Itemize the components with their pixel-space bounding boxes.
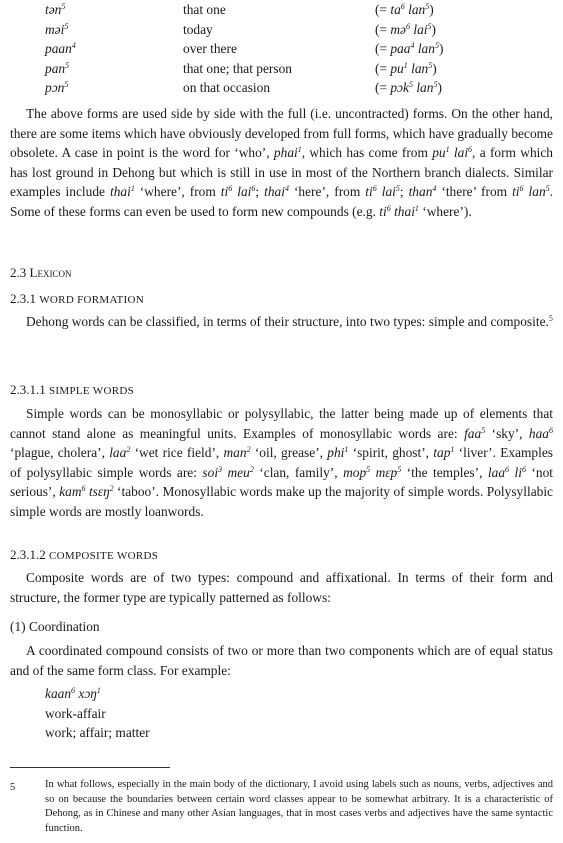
contracted-forms-table bbox=[45, 0, 525, 98]
table-row bbox=[45, 39, 525, 59]
example-gloss-free: work; affair; matter bbox=[45, 725, 150, 741]
gloss-cell: that one; that person bbox=[183, 60, 292, 76]
footnote-rule bbox=[10, 767, 170, 768]
gloss-cell: today bbox=[183, 21, 213, 37]
example-gloss-literal: work-affair bbox=[45, 705, 106, 721]
paragraph-contracted-forms: The above forms are used side by side with the full (i.e. uncontracted) forms. On the other hand, there are some items which have obviously developed from full forms, which have gradually become obsolete. A case in point is the word for ‘who’, phai$^1$, which has come from $pu^1$ lai$^6$, a form which has lost ground in Dehong but which is still in use in most of the Northern branch dialects. Similar examples include thai$^1$ ‘where’, from $ti^6$ lai$^6$; thai$^4$ ‘here’, from $ti^6$ lai$^5$; than$^4$ ‘there’ from $ti^6$ lan$^5$. Some of these forms can even be used to form new compounds (e.g. $ti^6$ thai$^1$ ‘where’). bbox=[10, 106, 554, 219]
paragraph-composite-words: Composite words are of two types: compound and affixational. In terms of their form and structure, the former type are typically patterned as follows: bbox=[10, 570, 553, 605]
form-cell: məi$^5$ bbox=[45, 21, 69, 37]
section-heading-simple-words: 2.3.1.1 SIMPLE WORDS bbox=[10, 382, 134, 397]
footnote-ref: 5 bbox=[548, 314, 553, 323]
table-row bbox=[45, 20, 525, 40]
section-heading-word-formation: 2.3.1 WORD FORMATION bbox=[10, 291, 144, 306]
section-heading-composite-words: 2.3.1.2 COMPOSITE WORDS bbox=[10, 547, 159, 562]
table-row bbox=[45, 59, 525, 79]
form-cell: pan$^5$ bbox=[45, 60, 70, 76]
full-form-cell: (= pɔk$^5$ lan$^5$) bbox=[375, 80, 442, 96]
subsection-heading-coordination: (1) Coordination bbox=[10, 619, 100, 634]
table-row bbox=[45, 78, 525, 98]
example-form: kaan$^6$ xɔŋ$^1$ bbox=[45, 686, 101, 701]
paragraph-word-types: Dehong words can be classified, in terms of their structure, into two types: simple and composite.$^5$ bbox=[26, 314, 553, 329]
gloss-cell: on that occasion bbox=[183, 80, 271, 96]
form-cell: pɔn$^5$ bbox=[45, 80, 69, 96]
paragraph-simple-words: Simple words can be monosyllabic or polysyllabic, the latter being made up of elements that cannot stand alone as meaningful units. Examples of monosyllabic words are: faa$^5$ ‘sky’, haa$^6$ ‘plague, cholera’, laa$^2$ ‘wet rice field’, man$^2$ ‘oil, grease’, phi$^1$ ‘spirit, ghost’, tap$^1$ ‘liver’. Examples of polysyllabic simple words are: soi$^3$ meu$^2$ ‘clan, family’, mop$^5$ mɛp$^5$ ‘the temples’, laa$^6$ $li^6$ ‘not serious’, kam$^6$ tsɛŋ$^2$ ‘taboo’. Monosyllabic words make up the majority of simple words. Polysyllabic simple words are mostly loanwords. bbox=[10, 406, 553, 519]
full-form-cell: (= $ta^6$ lan$^5$) bbox=[375, 2, 434, 17]
gloss-cell: over there bbox=[183, 41, 237, 57]
form-cell: tən$^5$ bbox=[45, 2, 66, 17]
table-row bbox=[45, 0, 525, 20]
full-form-cell: (= paa$^4$ lan$^5$) bbox=[375, 41, 444, 57]
paragraph-coordination: A coordinated compound consists of two or more than two components which are of equal status and of the same form class. For example: bbox=[10, 643, 553, 678]
gloss-cell: that one bbox=[183, 2, 226, 17]
example-block bbox=[45, 684, 150, 743]
full-form-cell: (= $pu^1$ lan$^5$) bbox=[375, 60, 437, 76]
section-heading-lexicon: 2.3 Lexicon bbox=[10, 265, 72, 280]
footnote-number: 5 bbox=[10, 782, 16, 793]
footnote-text: In what follows, especially in the main body of the dictionary, I avoid using labels such as nouns, verbs, adjectives and so on because the boundaries between certain word classes appear to be somewhat arbitrary. It is a characteristic of Dehong, as in Chinese and many other Asian languages, that in most cases verbs and adjectives have the same syntactic function. bbox=[45, 779, 553, 834]
form-cell: paan$^4$ bbox=[45, 41, 76, 57]
full-form-cell: (= mə$^6$ lai$^5$) bbox=[375, 21, 436, 37]
